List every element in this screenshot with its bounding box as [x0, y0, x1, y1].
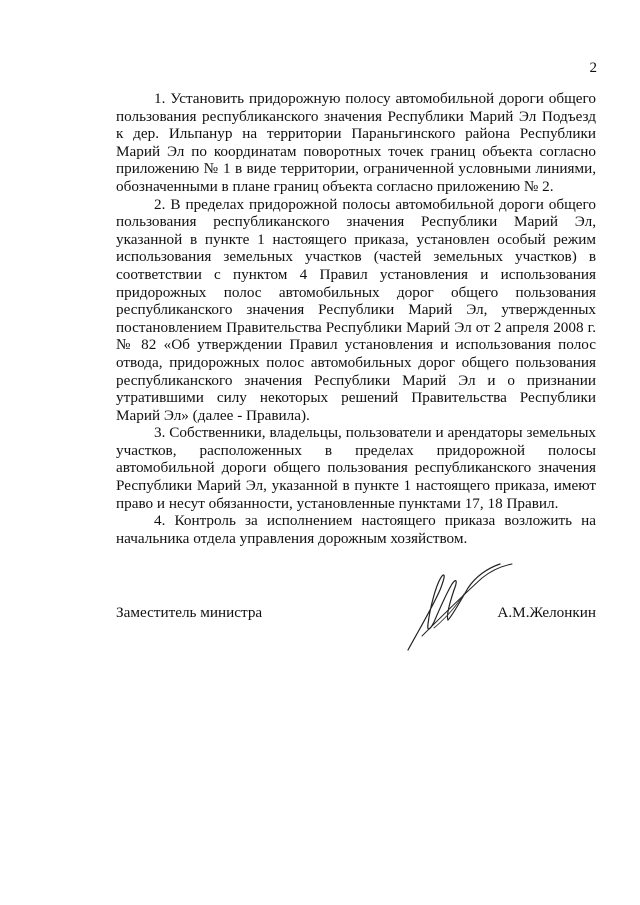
paragraph-4: 4. Контроль за исполнением настоящего приказа возложить на начальника отдела управления дорожным хозяйством. [116, 512, 596, 547]
signatory-title: Заместитель министра [116, 604, 263, 621]
page-number: 2 [589, 60, 597, 76]
signatory-name: А.М.Желонкин [497, 604, 596, 621]
paragraph-3: 3. Собственники, владельцы, пользователи и арендаторы земельных участков, расположенных в пределах придорожной полосы автомобильной дороги общего пользования республиканского значения Республики Марий Эл, указанной в пункте 1 настоящего приказа, имеют право и несут обязанности, установленные пунктами 17, 18 Правил. [116, 424, 596, 512]
handwritten-signature-icon [400, 558, 520, 658]
document-body [116, 90, 596, 547]
paragraph-1: 1. Установить придорожную полосу автомобильной дороги общего пользования республиканского значения Республики Марий Эл Подъезд к дер. Ильпанур на территории Параньгинского района Республики Марий Эл по координатам поворотных точек границ объекта согласно приложению № 1 в виде территории, ограниченной условными линиями, обозначенными в плане границ объекта согласно приложению № 2. [116, 90, 596, 195]
paragraph-2: 2. В пределах придорожной полосы автомобильной дороги общего пользования республиканского значения Республики Марий Эл, указанной в пункте 1 настоящего приказа, установлен особый режим использования земельных участков (частей земельных участков) в соответствии с пунктом 4 Правил установления и использования придорожных полос автомобильных дорог общего пользования республиканского значения Республики Марий Эл, утвержденных постановлением Правительства Республики Марий Эл от 2 апреля 2008 г. № 82 «Об утверждении Правил установления и использования полос отвода, придорожных полос автомобильных дорог общего пользования республиканского значения Республики Марий Эл и о признании утратившими силу некоторых решений Правительства Республики Марий Эл» (далее - Правила). [116, 195, 596, 424]
